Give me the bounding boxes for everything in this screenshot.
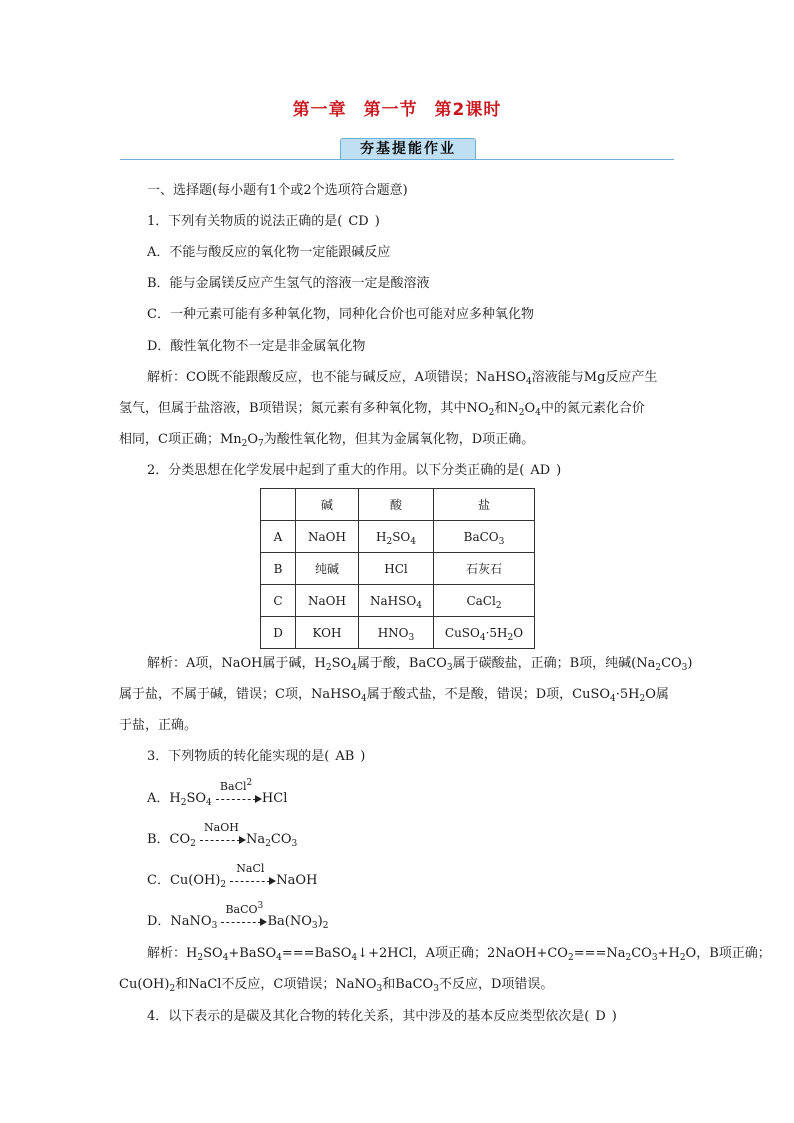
reaction-arrow-icon [216,777,262,804]
q3-answer: AB [335,749,355,764]
q3-analysis-line2: $Cu(OH)_2$和NaCl不反应，C项错误；NaNO$_3$和BaCO$_3$不反应，D项错误。 [119,977,554,994]
q2-analysis-line1: 解析：A项，NaOH属于碱，$H_2SO_4$属于酸，BaCO$_3$属于碳酸盐，正确；B项，纯碱$(Na_2CO_3)$ [147,656,693,673]
table-cell: NaOH [296,585,359,617]
table-cell: $CuSO_4\cdot 5H_2O$ [434,617,535,649]
q2-analysis-line2: 属于盐，不属于碱，错误；C项，NaHSO$_4$属于酸式盐，不是酸，错误；D项，$CuSO_4\cdot 5H_2O$属 [119,687,669,704]
table-cell: B [261,553,296,585]
q3-c-reagent: NaCl [236,861,265,875]
table-cell: $HNO_3$ [359,617,434,649]
table-row [261,521,535,553]
q3-stem: 3．下列物质的转化能实现的是( AB ) [147,749,366,764]
q3-option-d: D．NaNO$_3$ BaCO$^3$ $Ba(NO_3)_2$ [147,900,329,931]
table-row [261,585,535,617]
reaction-arrow-icon [230,861,276,886]
q2-stem: 2．分类思想在化学发展中起到了重大的作用。以下分类正确的是( AD ) [147,463,562,478]
banner-divider [120,159,674,160]
q3-option-a: A．$H_2SO_4$ BaCl$^2$ HCl [147,777,288,808]
q2-answer: AD [530,463,551,478]
q1-analysis-line1: 解析：CO既不能跟酸反应，也不能与碱反应，A项错误；NaHSO$_4$溶液能与Mg反应产生 [147,370,658,387]
reaction-arrow-icon [221,900,267,927]
q1-option-d: D．酸性氧化物不一定是非金属氧化物 [147,339,366,354]
q1-analysis-line2: 氢气，但属于盐溶液，B项错误；氮元素有多种氧化物，其中$NO_2$和$N_2O_4$中的氮元素化合价 [119,401,645,418]
reaction-arrow-icon [200,820,246,845]
table-header-row [261,489,535,521]
q3-option-b: B．$CO_2$ NaOH $Na_2CO_3$ [147,820,298,849]
table-header-cell: 盐 [434,489,535,521]
table-cell: CaCl$_2$ [434,585,535,617]
q1-option-b: B．能与金属镁反应产生氢气的溶液一定是酸溶液 [147,276,430,291]
table-cell: $H_2SO_4$ [359,521,434,553]
q2-analysis-line3: 于盐，正确。 [119,718,198,733]
q1-option-c: C．一种元素可能有多种氧化物，同种化合价也可能对应多种氧化物 [147,307,534,322]
table-header-cell: 碱 [296,489,359,521]
table-cell: A [261,521,296,553]
q1-stem: 1．下列有关物质的说法正确的是( CD ) [147,214,380,229]
q3-analysis-line1: 解析：$H_2SO_4+BaSO_4===BaSO_4↓+2HCl$，A项正确；$2NaOH+CO_2===Na_2CO_3+H_2O$，B项正确； [147,946,771,963]
q3-d-reagent: BaCO$^3$ [225,900,264,916]
table-cell: 石灰石 [434,553,535,585]
table-cell: BaCO$_3$ [434,521,535,553]
table-header-cell: 酸 [359,489,434,521]
q1-option-a: A．不能与酸反应的氧化物一定能跟碱反应 [147,245,391,260]
table-row [261,553,535,585]
table-cell: C [261,585,296,617]
table-cell: D [261,617,296,649]
q1-answer: CD [348,214,369,229]
section-heading: 一、选择题(每小题有1个或2个选项符合题意) [147,183,408,198]
q4-stem: 4．以下表示的是碳及其化合物的转化关系，其中涉及的基本反应类型依次是( D ) [147,1009,617,1024]
table-header-cell [261,489,296,521]
table-cell: KOH [296,617,359,649]
banner-label: 夯基提能作业 [340,138,476,159]
q3-option-c: C．$Cu(OH)_2$ NaCl NaOH [147,861,318,890]
page-title: 第一章 第一节 第2课时 [292,100,502,120]
q4-answer: D [595,1009,606,1024]
classification-table [260,488,535,649]
table-row [261,617,535,649]
table-cell: NaOH [296,521,359,553]
table-cell: HCl [359,553,434,585]
q1-analysis-line3: 相同，C项正确；$Mn_2O_7$为酸性氧化物，但其为金属氧化物，D项正确。 [119,432,535,449]
table-cell: NaHSO$_4$ [359,585,434,617]
q3-b-reagent: NaOH [204,820,239,834]
table-cell: 纯碱 [296,553,359,585]
q3-a-reagent: BaCl$^2$ [219,777,253,793]
